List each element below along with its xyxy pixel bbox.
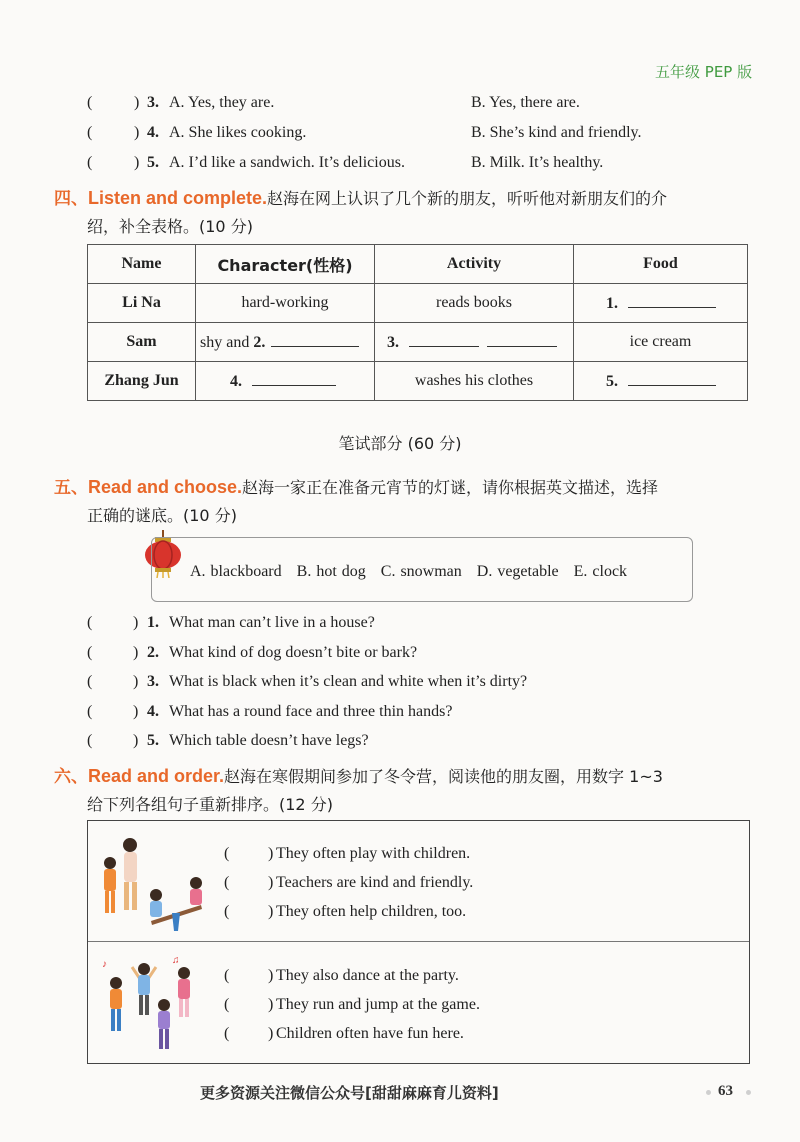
column-header: Name [88, 245, 196, 284]
written-part-heading: 笔试部分 (60 分) [338, 434, 462, 453]
list-item: ( ) 5. A. I’d like a sandwich. It’s delicious. B. Milk. It’s healthy. [87, 154, 604, 171]
list-item: ( ) They also dance at the party. [224, 967, 459, 984]
page-number: 63 [718, 1083, 733, 1099]
list-item: ( ) 3. What is black when it’s clean and white when it’s dirty? [87, 673, 528, 690]
list-item: ( ) They often help children, too. [224, 903, 467, 920]
table-row: Sam shy and 2. 3. ice cream [88, 323, 748, 362]
options-list [190, 563, 627, 581]
answer-cell: 3. [375, 323, 574, 362]
answer-blank[interactable] [487, 332, 557, 347]
section-5-instruction: 正确的谜底。(10 分) [87, 506, 237, 525]
option-a: A. blackboard [190, 563, 282, 580]
answer-cell: 4. [196, 362, 375, 401]
table-row: Zhang Jun 4. washes his clothes 5. [88, 362, 748, 401]
list-item: ( ) 4. A. She likes cooking. B. She’s kind and friendly. [87, 124, 642, 141]
section-5-title: 五、Read and choose.赵海一家正在准备元宵节的灯谜，请你根据英文描述，选择 [54, 477, 659, 498]
answer-blank[interactable] [409, 332, 479, 347]
section-6-instruction: 给下列各组句子重新排序。(12 分) [87, 795, 333, 814]
table-row: Li Na hard-working reads books 1. [88, 284, 748, 323]
option-d: D. vegetable [476, 563, 559, 580]
list-item: ( ) 3. A. Yes, they are. B. Yes, there are. [87, 94, 580, 111]
option-e: E. clock [573, 563, 628, 580]
answer-blank[interactable] [628, 293, 716, 308]
list-item: ( ) Children often have fun here. [224, 1025, 464, 1042]
info-table [87, 244, 748, 401]
table-header-row [88, 245, 748, 284]
order-box [87, 820, 750, 1064]
page-number-badge [706, 1083, 754, 1102]
answer-cell: shy and 2. [196, 323, 375, 362]
answer-cell: 1. [574, 284, 748, 323]
option-b: B. hot dog [296, 563, 366, 580]
footer-promo: 更多资源关注微信公众号[甜甜麻麻育儿资料] [200, 1084, 499, 1102]
answer-cell: 5. [574, 362, 748, 401]
svg-text:♫: ♫ [172, 955, 180, 966]
list-item: ( ) 5. Which table doesn’t have legs? [87, 732, 369, 749]
order-group-1 [224, 845, 724, 932]
svg-text:♪: ♪ [102, 959, 107, 970]
riddle-questions [87, 614, 727, 762]
options-box [151, 537, 693, 602]
column-header: Food [574, 245, 748, 284]
answer-blank[interactable] [252, 371, 336, 386]
option-c: C. snowman [380, 563, 462, 580]
answer-blank[interactable] [271, 332, 359, 347]
listening-choices [87, 94, 767, 184]
list-item: ( ) They often play with children. [224, 845, 471, 862]
children-dancing-illustration [96, 953, 216, 1053]
children-playing-illustration [96, 833, 216, 933]
list-item: ( ) Teachers are kind and friendly. [224, 874, 474, 891]
grade-tag: 五年级 PEP 版 [655, 63, 753, 81]
column-header: Activity [375, 245, 574, 284]
list-item: ( ) 4. What has a round face and three thin hands? [87, 702, 453, 720]
section-6-title: 六、Read and order.赵海在寒假期间参加了冬令营，阅读他的朋友圈，用数字 1~3 [54, 766, 663, 787]
column-header: Character(性格) [196, 245, 375, 284]
order-group-2 [224, 967, 724, 1054]
list-item: ( ) 2. What kind of dog doesn’t bite or bark? [87, 643, 418, 661]
divider [88, 941, 749, 942]
answer-blank[interactable] [628, 371, 716, 386]
section-4-title: 四、Listen and complete.赵海在网上认识了几个新的朋友，听听他对新朋友们的介 [54, 188, 668, 209]
section-4-instruction: 绍，补全表格。(10 分) [87, 217, 253, 236]
list-item: ( ) 1. What man can’t live in a house? [87, 614, 375, 631]
list-item: ( ) They run and jump at the game. [224, 996, 480, 1013]
